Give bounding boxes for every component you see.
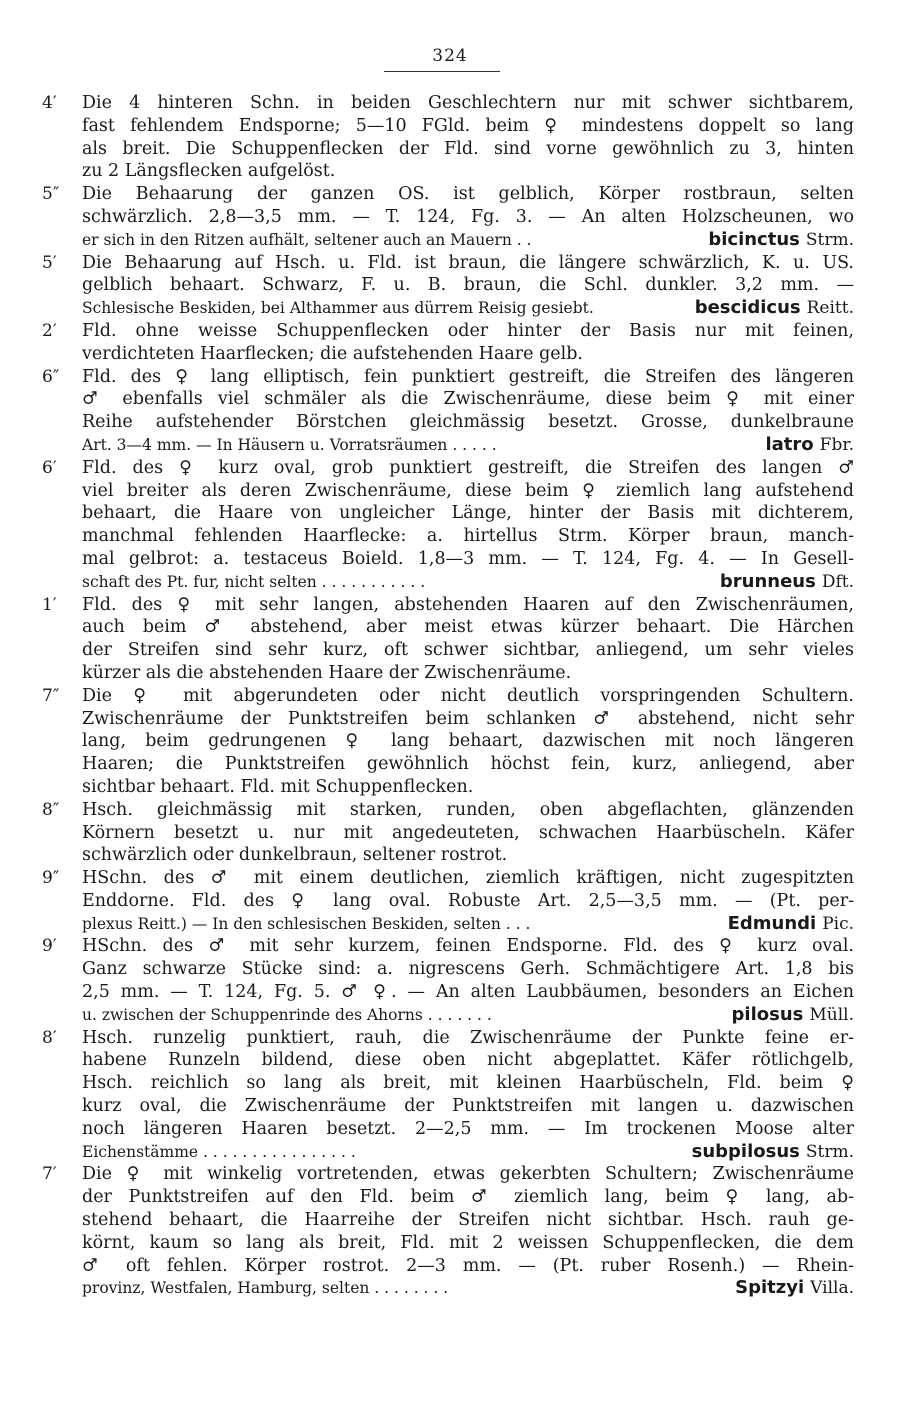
text-line	[0, 274, 900, 297]
species-name	[692, 1141, 854, 1164]
species-author: Reitt.	[806, 298, 854, 319]
line-text: als breit. Die Schuppenflecken der Fld. sind vorne gewöhnlich zu 3, hinten	[82, 138, 854, 159]
line-text: ♂ oft fehlen. Körper rostrot. 2—3 mm. — (Pt. ruber Rosenh.) — Rhein-	[82, 1255, 854, 1276]
key-entry	[0, 1163, 900, 1300]
species-author: Fbr.	[819, 434, 854, 455]
line-text: sichtbar behaart. Fld. mit Schuppenflecken.	[82, 776, 474, 797]
key-entries	[0, 92, 900, 1300]
key-entry	[0, 799, 900, 867]
text-line	[0, 639, 900, 662]
line-text: fast fehlendem Endsporne; 5—10 FGld. beim ♀ mindestens doppelt so lang	[82, 115, 854, 136]
text-line	[0, 616, 900, 639]
key-entry	[0, 92, 900, 183]
couplet-number: 1′	[42, 594, 57, 615]
species-author: Pic.	[822, 913, 854, 934]
couplet-number: 7′	[42, 1164, 57, 1185]
text-line	[0, 525, 900, 548]
key-entry	[0, 935, 900, 1026]
text-line	[0, 411, 900, 434]
species-name	[708, 229, 854, 252]
text-line	[0, 480, 900, 503]
text-line	[0, 1232, 900, 1255]
text-line	[0, 1209, 900, 1232]
line-text: 2,5 mm. — T. 124, Fg. 5. ♂ ♀. — An alten Laubbäumen, besonders an Eichen	[82, 982, 854, 1003]
line-text: kürzer als die abstehenden Haare der Zwischenräume.	[82, 662, 572, 683]
line-text: Die 4 hinteren Schn. in beiden Geschlechtern nur mit schwer sichtbarem,	[82, 93, 854, 113]
species-line	[82, 297, 854, 320]
key-entry	[0, 1027, 900, 1164]
line-text: HSchn. des ♂ mit sehr kurzem, feinen Endsporne. Fld. des ♀ kurz oval.	[82, 936, 854, 957]
species-epithet: subpilosus	[691, 1140, 800, 1162]
line-text: Hsch. reichlich so lang als breit, mit kleinen Haarbüscheln, Fld. beim ♀	[82, 1073, 854, 1094]
line-text: Ganz schwarze Stücke sind: a. nigrescens Gerh. Schmächtigere Art. 1,8 bis	[82, 959, 854, 980]
text-line	[0, 685, 900, 708]
text-line	[0, 138, 900, 161]
line-text: Hsch. gleichmässig mit starken, runden, oben abgeflachten, glänzenden	[82, 799, 854, 820]
line-text: lang, beim gedrungenen ♀ lang behaart, dazwischen mit noch längeren	[82, 731, 854, 752]
line-text: Fld. ohne weisse Schuppenflecken oder hinter der Basis nur mit feinen,	[82, 320, 854, 341]
line-text: Hsch. runzelig punktiert, rauh, die Zwischenräume der Punkte feine er-	[82, 1027, 854, 1048]
key-entry	[0, 457, 900, 594]
line-text: gelblich behaart. Schwarz, F. u. B. braun, die Schl. dunkler. 3,2 mm. —	[82, 275, 854, 296]
species-author: Strm.	[805, 229, 854, 250]
couplet-number: 9″	[42, 868, 60, 889]
species-author: Strm.	[805, 1141, 854, 1162]
text-line	[0, 366, 900, 389]
habitat-text: er sich in den Ritzen aufhält, seltener auch an Mauern . .	[82, 230, 532, 249]
species-line	[82, 1141, 854, 1164]
couplet-number: 2′	[42, 320, 57, 341]
species-line	[82, 571, 854, 594]
line-text: kurz oval, die Zwischenräume der Punktstreifen mit langen u. dazwischen	[82, 1096, 854, 1117]
species-epithet: Edmundi	[727, 912, 817, 934]
species-name	[695, 297, 854, 320]
couplet-number: 6″	[42, 366, 60, 387]
key-entry	[0, 594, 900, 685]
species-epithet: Spitzyi	[735, 1277, 805, 1299]
couplet-number: 9′	[42, 936, 57, 957]
species-author: Villa.	[810, 1278, 854, 1299]
text-line	[0, 708, 900, 731]
text-line	[0, 981, 900, 1004]
couplet-number: 5′	[42, 252, 57, 273]
text-line	[0, 935, 900, 958]
habitat-text: Art. 3—4 mm. — In Häusern u. Vorratsräumen . . . . .	[82, 435, 497, 454]
text-line	[0, 297, 900, 320]
species-epithet: brunneus	[719, 570, 816, 592]
couplet-number: 6′	[42, 457, 57, 478]
line-text: schwärzlich oder dunkelbraun, seltener rostrot.	[82, 845, 508, 866]
species-line	[82, 229, 854, 252]
line-text: schwärzlich. 2,8—3,5 mm. — T. 124, Fg. 3. — An alten Holzscheunen, wo	[82, 206, 854, 227]
line-text: viel breiter als deren Zwischenräume, diese beim ♀ ziemlich lang aufstehend	[82, 480, 854, 501]
species-epithet: bicinctus	[708, 228, 800, 250]
text-line	[0, 1141, 900, 1164]
couplet-number: 8″	[42, 799, 60, 820]
page-number: 324	[432, 46, 468, 66]
text-line	[0, 115, 900, 138]
habitat-text: Schlesische Beskiden, bei Althammer aus dürrem Reisig gesiebt.	[82, 299, 594, 318]
text-line	[0, 958, 900, 981]
line-text: stehend behaart, die Haarreihe der Streifen nicht sichtbar. Hsch. rauh ge-	[82, 1210, 854, 1231]
text-line	[0, 206, 900, 229]
line-text: verdichteten Haarflecken; die aufstehenden Haare gelb.	[82, 343, 583, 364]
text-line	[0, 434, 900, 457]
text-line	[0, 320, 900, 343]
text-line	[0, 1277, 900, 1300]
text-line	[0, 867, 900, 890]
habitat-text: u. zwischen der Schuppenrinde des Ahorns . . . . . . .	[82, 1005, 492, 1024]
page-number-rule	[384, 71, 500, 72]
species-author: Dft.	[821, 571, 854, 592]
line-text: der Punktstreifen auf den Fld. beim ♂ ziemlich lang, beim ♀ lang, ab-	[82, 1187, 854, 1208]
text-line	[0, 343, 900, 366]
couplet-number: 8′	[42, 1027, 57, 1048]
line-text: Haaren; die Punktstreifen gewöhnlich höchst fein, kurz, anliegend, aber	[82, 754, 854, 775]
text-line	[0, 229, 900, 252]
line-text: Enddorne. Fld. des ♀ lang oval. Robuste Art. 2,5—3,5 mm. — (Pt. per-	[82, 890, 854, 911]
text-line	[0, 1163, 900, 1186]
line-text: der Streifen sind sehr kurz, oft schwer sichtbar, anliegend, um sehr vieles	[82, 640, 854, 661]
text-line	[0, 1004, 900, 1027]
habitat-text: schaft des Pt. fur, nicht selten . . . . . . . . . . .	[82, 572, 426, 591]
species-epithet: bescidicus	[694, 297, 801, 319]
species-name	[765, 434, 854, 457]
species-epithet: latro	[765, 433, 814, 455]
text-line	[0, 457, 900, 480]
text-line	[0, 92, 900, 115]
text-line	[0, 1255, 900, 1278]
text-line	[0, 844, 900, 867]
line-text: manchmal fehlenden Haarflecke: a. hirtellus Strm. Körper braun, manch-	[82, 526, 854, 547]
text-line	[0, 730, 900, 753]
line-text: Fld. des ♀ kurz oval, grob punktiert gestreift, die Streifen des langen ♂	[82, 457, 854, 478]
key-entry	[0, 366, 900, 457]
line-text: Zwischenräume der Punktstreifen beim schlanken ♂ abstehend, nicht sehr	[82, 708, 854, 729]
line-text: Die ♀ mit abgerundeten oder nicht deutlich vorspringenden Schultern.	[82, 685, 854, 706]
species-line	[82, 913, 854, 936]
text-line	[0, 548, 900, 571]
species-name	[720, 571, 854, 594]
line-text: behaart, die Haare von ungleicher Länge, hinter der Basis mit dichterem,	[82, 503, 854, 524]
text-line	[0, 1072, 900, 1095]
text-line	[0, 913, 900, 936]
line-text: Körnern besetzt u. nur mit angedeuteten, schwachen Haarbüscheln. Käfer	[82, 822, 854, 843]
text-line	[0, 799, 900, 822]
key-entry	[0, 685, 900, 799]
species-line	[82, 1004, 854, 1027]
species-line	[82, 434, 854, 457]
species-epithet: pilosus	[731, 1003, 804, 1025]
key-entry	[0, 867, 900, 935]
species-name	[728, 913, 854, 936]
line-text: habene Runzeln bildend, diese oben nicht abgeplattet. Käfer rötlichgelb,	[82, 1050, 854, 1071]
line-text: Fld. des ♀ lang elliptisch, fein punktiert gestreift, die Streifen des längeren	[82, 366, 854, 387]
line-text: Die Behaarung auf Hsch. u. Fld. ist braun, die längere schwärzlich, K. u. US.	[82, 252, 854, 273]
text-line	[0, 502, 900, 525]
key-entry	[0, 183, 900, 251]
text-line	[0, 1027, 900, 1050]
text-line	[0, 1049, 900, 1072]
line-text: zu 2 Längsflecken aufgelöst.	[82, 161, 336, 182]
habitat-text: provinz, Westfalen, Hamburg, selten . . . . . . . .	[82, 1279, 449, 1298]
text-line	[0, 388, 900, 411]
line-text: Reihe aufstehender Börstchen gleichmässig besetzt. Grosse, dunkelbraune	[82, 412, 854, 433]
line-text: noch längeren Haaren besetzt. 2—2,5 mm. — Im trockenen Moose alter	[82, 1118, 854, 1139]
line-text: HSchn. des ♂ mit einem deutlichen, ziemlich kräftigen, nicht zugespitzten	[82, 868, 854, 889]
text-line	[0, 1118, 900, 1141]
species-name	[735, 1277, 854, 1300]
text-line	[0, 594, 900, 617]
line-text: Die ♀ mit winkelig vortretenden, etwas gekerbten Schultern; Zwischenräume	[82, 1164, 854, 1185]
line-text: ♂ ebenfalls viel schmäler als die Zwischenräume, diese beim ♀ mit einer	[82, 389, 854, 410]
habitat-text: Eichenstämme . . . . . . . . . . . . . . . .	[82, 1142, 356, 1161]
couplet-number: 5″	[42, 184, 60, 205]
line-text: Fld. des ♀ mit sehr langen, abstehenden Haaren auf den Zwischenräumen,	[82, 594, 854, 615]
text-line	[0, 1095, 900, 1118]
couplet-number: 7″	[42, 685, 60, 706]
line-text: mal gelbrot: a. testaceus Boield. 1,8—3 mm. — T. 124, Fg. 4. — In Gesell-	[82, 548, 854, 569]
text-line	[0, 1186, 900, 1209]
species-author: Müll.	[809, 1004, 854, 1025]
text-line	[0, 183, 900, 206]
species-name	[732, 1004, 854, 1027]
key-entry	[0, 252, 900, 320]
text-line	[0, 822, 900, 845]
text-line	[0, 252, 900, 275]
line-text: auch beim ♂ abstehend, aber meist etwas kürzer behaart. Die Härchen	[82, 617, 854, 638]
species-line	[82, 1277, 854, 1300]
habitat-text: plexus Reitt.) — In den schlesischen Beskiden, selten . . .	[82, 914, 531, 933]
text-line	[0, 890, 900, 913]
key-entry	[0, 320, 900, 366]
couplet-number: 4′	[42, 93, 57, 113]
text-line	[0, 160, 900, 183]
text-line	[0, 571, 900, 594]
line-text: Die Behaarung der ganzen OS. ist gelblich, Körper rostbraun, selten	[82, 184, 854, 205]
text-line	[0, 753, 900, 776]
text-line	[0, 662, 900, 685]
text-line	[0, 776, 900, 799]
line-text: körnt, kaum so lang als breit, Fld. mit 2 weissen Schuppenflecken, die dem	[82, 1232, 854, 1253]
